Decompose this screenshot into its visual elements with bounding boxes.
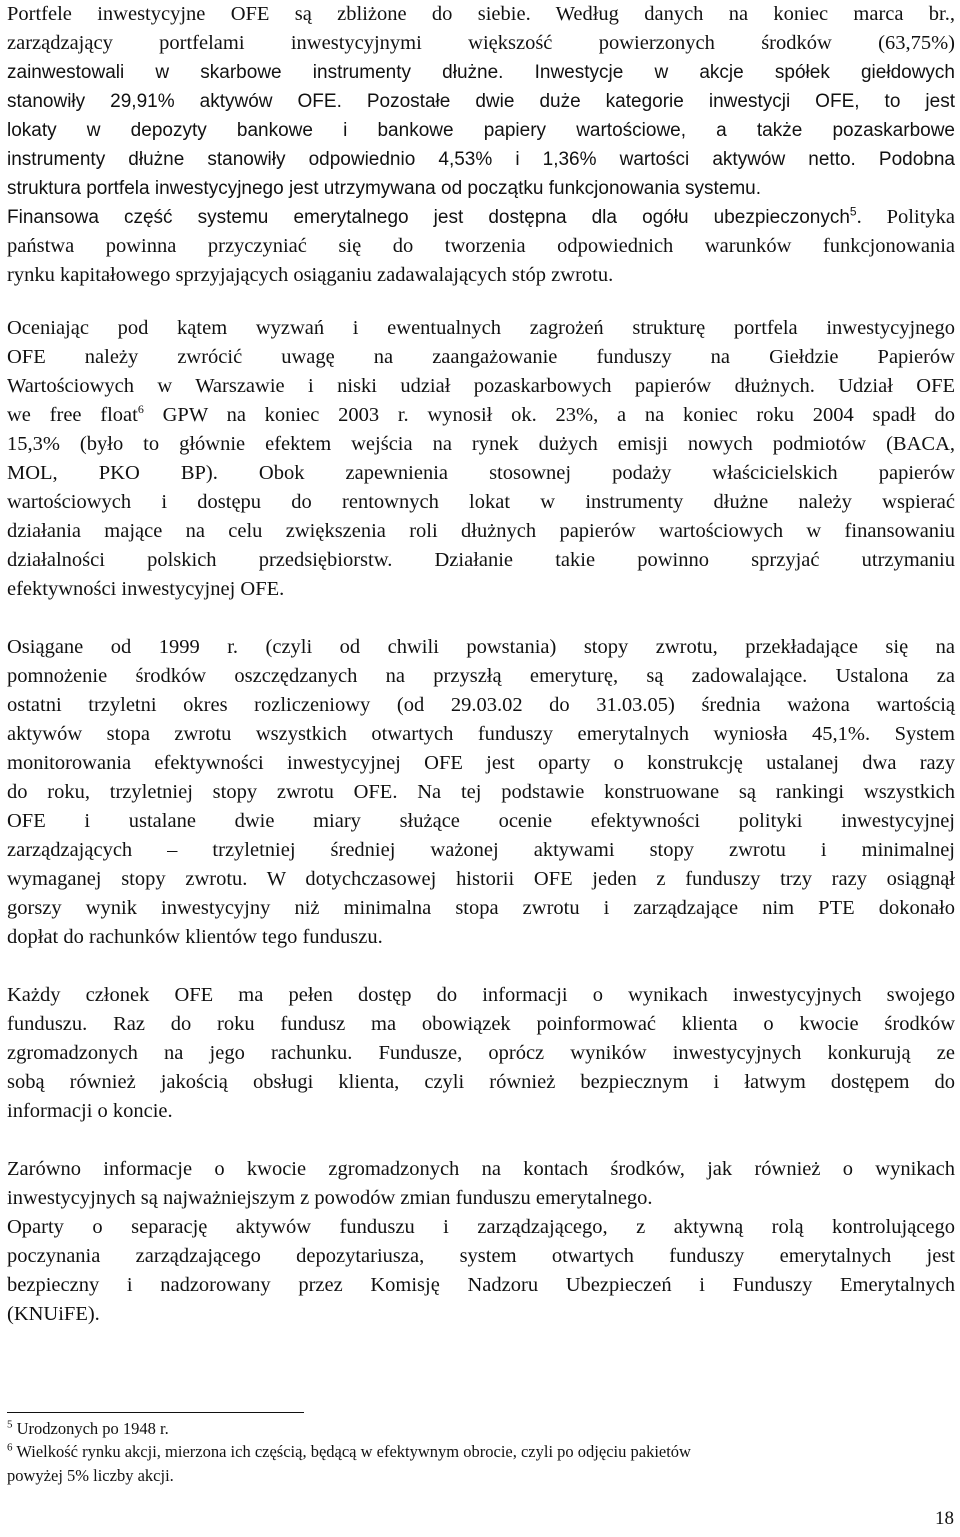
- text-line: działania mające na celu zwiększenia roli dłużnych papierów wartościowych w finansowaniu: [7, 520, 955, 542]
- text-line: [7, 203, 955, 232]
- text-line: funduszu. Raz do roku fundusz ma obowiązek poinformować klienta o kwocie środków: [7, 1013, 955, 1035]
- text-line: pomnożenie środków oszczędzanych na przyszłą emeryturę, są zadowalające. Ustalona za: [7, 665, 955, 687]
- footnote-6-continued: [7, 1465, 955, 1486]
- paragraph-supervision: [7, 1213, 955, 1329]
- text-line: Portfele inwestycyjne OFE są zbliżone do siebie. Według danych na koniec marca br.,: [7, 3, 955, 25]
- text-line: aktywów stopa zwrotu wszystkich otwartych funduszy emerytalnych wyniosła 45,1%. System: [7, 723, 955, 745]
- text-line: Oceniając pod kątem wyzwań i ewentualnych zagrożeń strukturę portfela inwestycyjnego: [7, 317, 955, 339]
- footnote-text: Urodzonych po 1948 r.: [12, 1419, 169, 1438]
- paragraph-risks: [7, 314, 955, 604]
- text-line: OFE i ustalane dwie miary służące ocenie efektywności polityki inwestycyjnej: [7, 810, 955, 832]
- text-line: państwa powinna przyczyniać się do tworzenia odpowiednich warunków funkcjonowania: [7, 235, 955, 257]
- paragraph-returns: [7, 633, 955, 952]
- text-line: lokaty w depozyty bankowe i bankowe papiery wartościowe, a także pozaskarbowe: [7, 120, 955, 141]
- text-line: dopłat do rachunków klientów tego funduszu.: [7, 926, 383, 948]
- text-line: informacji o koncie.: [7, 1100, 173, 1122]
- text-line: zarządzających – trzyletniej średniej ważonej aktywami stopy zwrotu i minimalnej: [7, 839, 955, 861]
- text-line: inwestycyjnych są najważniejszym z powodów zmian funduszu emerytalnego.: [7, 1187, 653, 1209]
- text-line: wymaganej stopy zwrotu. W dotychczasowej historii OFE jeden z funduszy trzy razy osiągnął: [7, 868, 955, 890]
- text-fragment: we free float: [7, 404, 138, 426]
- footnote-ref-6[interactable]: 6: [137, 402, 144, 417]
- footnote-mark: 5: [7, 1418, 13, 1431]
- footnote-text: powyżej 5% liczby akcji.: [7, 1466, 174, 1485]
- text-line: 15,3% (było to głównie efektem wejścia na rynek dużych emisji nowych podmiotów (BACA,: [7, 433, 955, 455]
- text-line: zgromadzonych na jego rachunku. Fundusze, oprócz wyników inwestycyjnych konkurują ze: [7, 1042, 955, 1064]
- text-line: ostatni trzyletni okres rozliczeniowy (od 29.03.02 do 31.03.05) średnia ważona wartością: [7, 694, 955, 716]
- text-line: zarządzający portfelami inwestycyjnymi większość powierzonych środków (63,75%): [7, 32, 955, 54]
- text-line: Oparty o separację aktywów funduszu i zarządzającego, z aktywną rolą kontrolującego: [7, 1216, 955, 1238]
- footnote-separator: [7, 1412, 304, 1413]
- text-fragment: GPW na koniec 2003 r. wynosił ok. 23%, a na koniec roku 2004 spadł do: [143, 404, 956, 426]
- page-number: 18: [935, 1508, 954, 1529]
- footnote-text: Wielkość rynku akcji, mierzona ich częścią, będącą w efektywnym obrocie, czyli po odjęciu pakietów: [12, 1442, 691, 1461]
- text-line: zainwestowali w skarbowe instrumenty dłużne. Inwestycje w akcje spółek giełdowych: [7, 62, 955, 83]
- text-line: instrumenty dłużne stanowiły odpowiednio 4,53% i 1,36% wartości aktywów netto. Podobna: [7, 149, 955, 170]
- text-line: do roku, trzyletniej stopy zwrotu OFE. Na tej podstawie konstruowane są rankingi wszystkich: [7, 781, 955, 803]
- text-line: [7, 401, 955, 430]
- text-line: działalności polskich przedsiębiorstw. Działanie takie powinno sprzyjać utrzymaniu: [7, 549, 955, 571]
- text-line: efektywności inwestycyjnej OFE.: [7, 578, 285, 600]
- text-line: poczynania zarządzającego depozytariusza, system otwartych funduszy emerytalnych jest: [7, 1245, 955, 1267]
- text-line: OFE należy zwrócić uwagę na zaangażowanie funduszy na Giełdzie Papierów: [7, 346, 955, 368]
- text-line: struktura portfela inwestycyjnego jest utrzymywana od początku funkcjonowania systemu.: [7, 178, 762, 199]
- text-line: Każdy członek OFE ma pełen dostęp do informacji o wynikach inwestycyjnych swojego: [7, 984, 955, 1006]
- paragraph-fund-change: [7, 1155, 955, 1213]
- text-line: rynku kapitałowego sprzyjających osiąganiu zadawalających stóp zwrotu.: [7, 264, 614, 286]
- text-line: Wartościowych w Warszawie i niski udział pozaskarbowych papierów dłużnych. Udział OFE: [7, 375, 955, 397]
- paragraph-portfolio-structure: [7, 0, 955, 290]
- footnote-6: [7, 1441, 955, 1462]
- text-line: Zarówno informacje o kwocie zgromadzonych na kontach środków, jak również o wynikach: [7, 1158, 955, 1180]
- footnote-ref-5[interactable]: 5: [849, 204, 857, 219]
- text-line: wartościowych i dostępu do rentownych lokat w instrumenty dłużne należy wspierać: [7, 491, 955, 513]
- footnote-5: [7, 1418, 955, 1439]
- text-line: monitorowania efektywności inwestycyjnej OFE jest oparty o konstrukcję ustalanej dwa razy: [7, 752, 955, 774]
- text-line: gorszy wynik inwestycyjny niż minimalna stopa zwrotu i zarządzające nim PTE dokonało: [7, 897, 955, 919]
- paragraph-information-access: [7, 981, 955, 1126]
- text-line: Osiągane od 1999 r. (czyli od chwili powstania) stopy zwrotu, przekładające się na: [7, 636, 955, 658]
- text-line: (KNUiFE).: [7, 1303, 100, 1325]
- text-fragment: Finansowa część systemu emerytalnego jest dostępna dla ogółu ubezpieczonych: [7, 207, 850, 228]
- text-line: bezpieczny i nadzorowany przez Komisję Nadzoru Ubezpieczeń i Funduszy Emerytalnych: [7, 1274, 955, 1296]
- text-fragment: . Polityka: [856, 206, 955, 228]
- footnote-mark: 6: [7, 1441, 13, 1454]
- text-line: sobą również jakością obsługi klienta, czyli również bezpiecznym i łatwym dostępem do: [7, 1071, 955, 1093]
- text-line: MOL, PKO BP). Obok zapewnienia stosownej podaży właścicielskich papierów: [7, 462, 955, 484]
- text-line: stanowiły 29,91% aktywów OFE. Pozostałe dwie duże kategorie inwestycji OFE, to jest: [7, 91, 955, 112]
